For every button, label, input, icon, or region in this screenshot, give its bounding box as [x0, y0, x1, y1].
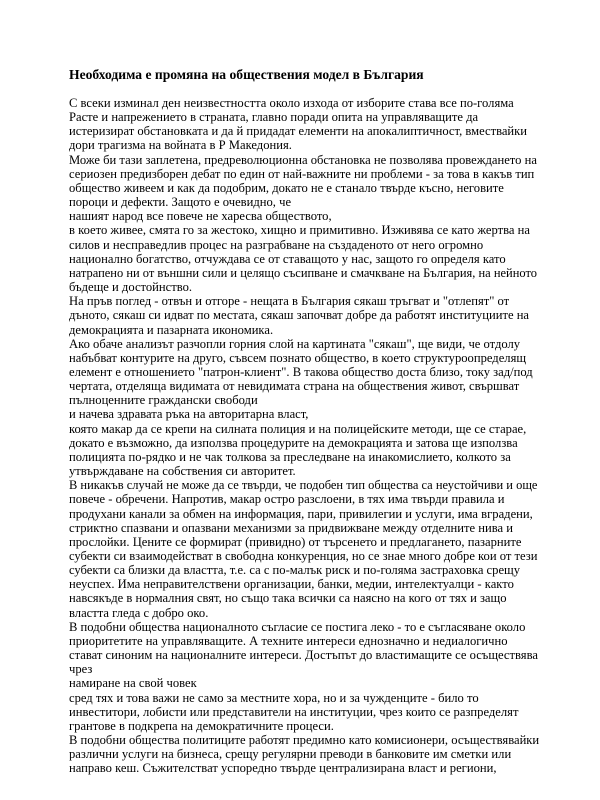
- text-line: чрез: [69, 662, 93, 677]
- text-line: силов и несправедлив процес на разграбване на създаденото от него огромно: [69, 237, 484, 252]
- text-line: която макар да се крепи на силната полиция и на полицейските методи, ще се старае,: [69, 421, 527, 436]
- text-line: прослойки. Цените се формират (привидно) от търсенето и предлагането, пазарните: [69, 534, 522, 549]
- text-line: Ако обаче анализът разчопли горния слой на картината "сякаш", ще види, че отдолу: [69, 336, 521, 351]
- text-line: стриктно спазвани и опазвани механизми за придвижване между отделните нива и: [69, 520, 514, 535]
- text-line: В подобни общества националното съгласие се постига леко - то е съгласяване около: [69, 619, 526, 634]
- document-body: [69, 96, 539, 776]
- text-line: намиране на свой човек: [69, 676, 197, 691]
- text-line: пороци и дефекти. Защото е очевидно, че: [69, 195, 292, 210]
- text-line: продухани канали за обмен на информация, пари, привилегии и услуги, има вградени,: [69, 506, 533, 521]
- text-line: В никакъв случай не може да се твърди, че подобен тип общества са неустойчиви и още: [69, 478, 538, 493]
- text-line: национално богатство, отчуждава се от ставащото у нас, защото го определя като: [69, 251, 506, 266]
- text-line: полицията по-рядко и не чак толкова за преследване на инакомислието, колкото за: [69, 449, 511, 464]
- text-line: властта гледа с добро око.: [69, 605, 209, 620]
- text-line: сред тях и това важи не само за местните хора, но и за чужденците - било то: [69, 690, 479, 705]
- text-line: елемент е отношението "патрон-клиент". В такова общество доста близо, току зад/под: [69, 364, 533, 379]
- text-line: общество живеем и как да подобрим, докато не е станало твърде късно, неговите: [69, 180, 504, 195]
- text-line: докато е възможно, да използва процедурите на демокрацията и затова ще използва: [69, 435, 518, 450]
- text-line: утвърждаване на собствения си авторитет.: [69, 464, 296, 479]
- text-line: повече - обречени. Напротив, макар остро разслоени, в тях има твърди правила и: [69, 492, 505, 507]
- text-line: инвеститори, лобисти или представители на институции, чрез които се разпределят: [69, 704, 519, 719]
- text-line: Расте и напрежението в страната, главно поради опита на управляващите да: [69, 110, 479, 125]
- text-line: стават синоним на националните интереси. Достъпът до властимащите се осъществява: [69, 648, 538, 663]
- text-line: дори трагизма на войната в Р Македония.: [69, 138, 292, 153]
- text-line: набъбват контурите на друго, съвсем познато общество, в което структуроопределящ: [69, 350, 527, 365]
- text-line: чертата, отделяща видимата от невидимата страна на обществения живот, свършват: [69, 379, 520, 394]
- text-line: бъдеще и достойнство.: [69, 280, 193, 295]
- text-line: истеризират обстановката и да й придадат елементи на апокалиптичност, вмествайки: [69, 124, 528, 139]
- text-line: в което живее, смята го за жестоко, хищно и примитивно. Изживява се като жертва на: [69, 223, 530, 238]
- text-line: С всеки изминал ден неизвестността около изхода от изборите става все по-голяма: [69, 96, 514, 110]
- text-line: нашият народ все повече не харесва обществото,: [69, 209, 332, 224]
- text-line: На пръв поглед - отвън и отгоре - нещата в България сякаш тръгват и "отлепят" от: [69, 294, 510, 309]
- text-line: Може би тази заплетена, предреволюционна обстановка не позволява провеждането на: [69, 152, 537, 167]
- text-line: неуспех. Има неправителствени организации, банки, медии, интелектуалци - както: [69, 577, 514, 592]
- text-line: различни услуги на бизнеса, срещу регулярни преводи в банковите им сметки или: [69, 747, 512, 762]
- text-line: демокрацията и пазарната икономика.: [69, 322, 274, 337]
- text-line: субекти са близки да властта, т.е. са с по-малък риск и по-голяма застраховка срещу: [69, 563, 521, 578]
- text-line: дъното, сякаш си идват по местата, сякаш започват добре да работят институциите на: [69, 308, 530, 323]
- text-line: сериозен предизборен дебат по един от най-важните ни проблеми - за това в какъв тип: [69, 166, 535, 181]
- text-line: пълноценните граждански свободи: [69, 393, 258, 408]
- document-title: Необходима е промяна на обществения модел в България: [69, 67, 424, 82]
- text-line: субекти си взаимодействат в свободна конкуренция, но се знае много добре кои от тези: [69, 549, 538, 563]
- text-line: и начева здравата ръка на авторитарна власт,: [69, 407, 309, 422]
- text-line: направо кеш. Съжителстват успоредно твърде централизирана власт и региони,: [69, 761, 497, 776]
- text-line: навсякъде в нормалния свят, но също така всички са наясно на кого от тях и защо: [69, 591, 507, 606]
- text-line: В подобни общества политиците работят предимно като комисионери, осъществявайки: [69, 733, 540, 748]
- text-line: натрапено ни от външни сили и целящо съсипване и смачкване на България, на нейното: [69, 265, 537, 280]
- text-line: грантове в подкрепа на демократичните процеси.: [69, 718, 334, 733]
- text-line: приоритетите на управляващите. А техните интереси еднозначно и недиалогично: [69, 633, 508, 648]
